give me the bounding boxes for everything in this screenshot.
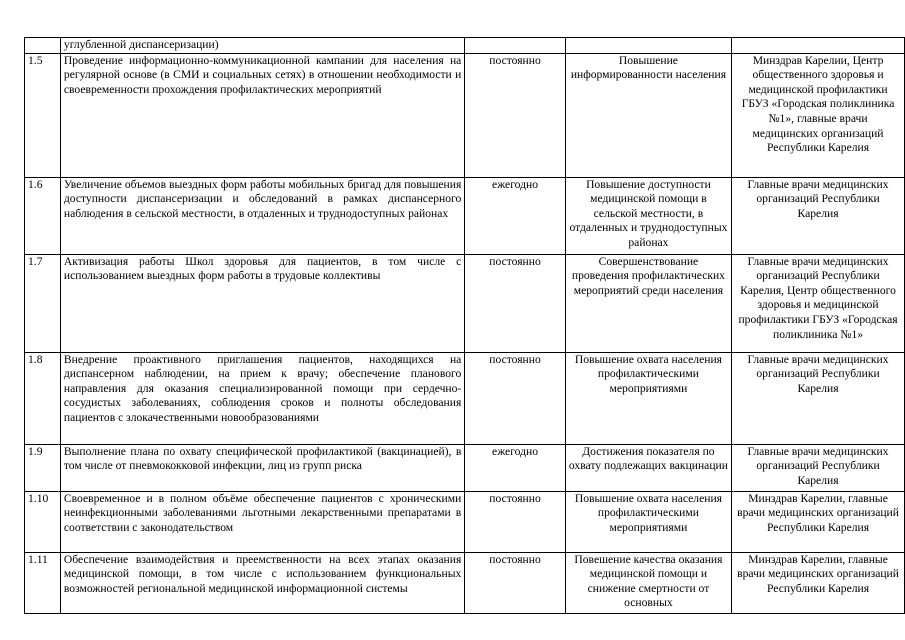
row-number: 1.7	[25, 254, 61, 352]
table-row	[25, 352, 905, 444]
period-cell: постоянно	[465, 352, 565, 444]
table-row	[25, 38, 905, 54]
table-row	[25, 177, 905, 254]
measure-text: Своевременное и в полном объёме обеспечение пациентов с хроническими неинфекционными заболеваниями льготными лекарственными препаратами в соответствии с законодательством	[60, 491, 464, 552]
row-number: 1.9	[25, 444, 61, 491]
measures-table	[24, 37, 905, 614]
responsible-cell: Минздрав Карелии, главные врачи медицинских организаций Республики Карелия	[732, 491, 905, 552]
measure-text: Увеличение объемов выездных форм работы мобильных бригад для повышения доступности диспансеризации и обследований в рамках диспансерного наблюдения в сельской местности, в отдаленных и труднодоступных районах	[60, 177, 464, 254]
responsible-cell: Минздрав Карелии, Центр общественного здоровья и медицинской профилактики ГБУЗ «Городская поликлиника №1», главные врачи медицинских организаций Республики Карелия	[732, 53, 905, 177]
result-cell: Повышение охвата населения профилактическими мероприятиями	[565, 491, 731, 552]
period-cell: постоянно	[465, 552, 565, 613]
row-number: 1.10	[25, 491, 61, 552]
result-cell: Повышение охвата населения профилактическими мероприятиями	[565, 352, 731, 444]
table-row	[25, 53, 905, 177]
measure-text: Внедрение проактивного приглашения пациентов, находящихся на диспансерном наблюдении, на прием к врачу; обеспечение планового направления для оказания специализированной помощи при сердечно-сосудистых заболеваниях, соблюдения сроков и полноты обследования пациентов с злокачественными новообразованиями	[60, 352, 464, 444]
row-number: 1.11	[25, 552, 61, 613]
result-cell: Совершенствование проведения профилактических мероприятий среди населения	[565, 254, 731, 352]
measure-text: Выполнение плана по охвату специфической профилактикой (вакцинацией), в том числе от пневмококковой инфекции, лиц из групп риска	[60, 444, 464, 491]
table-row	[25, 444, 905, 491]
result-cell: Повышение информированности населения	[565, 53, 731, 177]
measure-text: Проведение информационно-коммуникационной кампании для населения на регулярной основе (в СМИ и социальных сетях) в отношении необходимости и своевременности прохождения профилактических мероприятий	[60, 53, 464, 177]
result-cell	[565, 38, 731, 54]
responsible-cell: Минздрав Карелии, главные врачи медицинских организаций Республики Карелия	[732, 552, 905, 613]
result-cell: Достижения показателя по охвату подлежащих вакцинации	[565, 444, 731, 491]
period-cell: ежегодно	[465, 444, 565, 491]
responsible-cell: Главные врачи медицинских организаций Республики Карелия	[732, 177, 905, 254]
period-cell: постоянно	[465, 53, 565, 177]
measure-text: Обеспечение взаимодействия и преемственности на всех этапах оказания медицинской помощи, в том числе с использованием функциональных возможностей региональной медицинской информационной системы	[60, 552, 464, 613]
responsible-cell	[732, 38, 905, 54]
measure-text: углубленной диспансеризации)	[60, 38, 464, 54]
period-cell	[465, 38, 565, 54]
row-number: 1.5	[25, 53, 61, 177]
result-cell: Повешение качества оказания медицинской помощи и снижение смертности от основных	[565, 552, 731, 613]
period-cell: постоянно	[465, 254, 565, 352]
table-body	[25, 38, 905, 614]
table-row	[25, 254, 905, 352]
period-cell: ежегодно	[465, 177, 565, 254]
row-number	[25, 38, 61, 54]
period-cell: постоянно	[465, 491, 565, 552]
table-row	[25, 491, 905, 552]
result-cell: Повышение доступности медицинской помощи в сельской местности, в отдаленных и труднодоступных районах	[565, 177, 731, 254]
row-number: 1.8	[25, 352, 61, 444]
measure-text: Активизация работы Школ здоровья для пациентов, в том числе с использованием выездных форм работы в трудовые коллективы	[60, 254, 464, 352]
responsible-cell: Главные врачи медицинских организаций Республики Карелия	[732, 444, 905, 491]
table-row	[25, 552, 905, 613]
responsible-cell: Главные врачи медицинских организаций Республики Карелия	[732, 352, 905, 444]
responsible-cell: Главные врачи медицинских организаций Республики Карелия, Центр общественного здоровья и медицинской профилактики ГБУЗ «Городская поликлиника №1»	[732, 254, 905, 352]
row-number: 1.6	[25, 177, 61, 254]
